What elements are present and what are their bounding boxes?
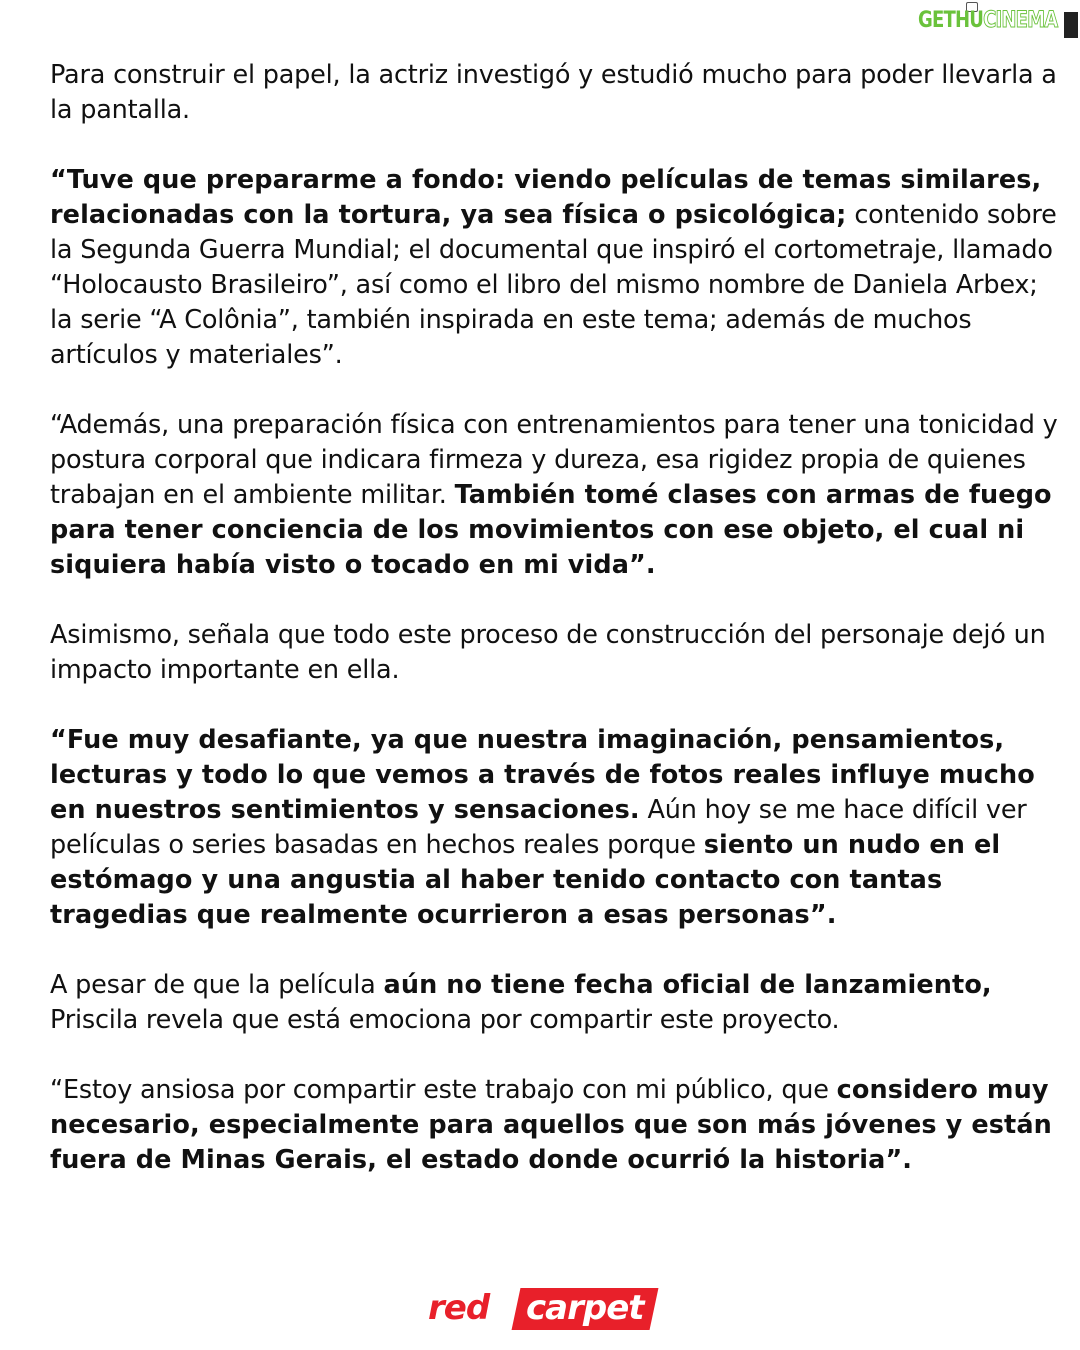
paragraph-2 (50, 163, 1060, 373)
p3-text: “Además, una preparación física con entrenamientos para tener una tonicidad y postura corporal que indicara firmeza y dureza, esa rigidez propia de quienes trabajan en el ambiente militar. (50, 410, 1058, 510)
p5-bold-1: “Fue muy desafiante, ya que nuestra imaginación, pensamientos, lecturas y todo lo que vemos a través de fotos reales influye mucho en nuestros sentimientos y sensaciones. (50, 725, 1035, 825)
p3-bold: También tomé clases con armas de fuego para tener conciencia de los movimientos con ese objeto, el cual ni siquiera había visto o tocado en mi vida”. (50, 480, 1052, 580)
p5-bold-2: siento un nudo en el estómago y una angustia al haber tenido contacto con tantas tragedias que realmente ocurrieron a esas personas”. (50, 830, 1001, 930)
paragraph-4 (50, 618, 1060, 688)
watermark-part2: CINEMA (983, 8, 1058, 33)
paragraph-6 (50, 968, 1060, 1038)
paragraph-1 (50, 58, 1060, 128)
watermark-text (918, 8, 1057, 33)
p2-bold: “Tuve que prepararme a fondo: viendo películas de temas similares, relacionadas con la tortura, ya sea física o psicológica; (50, 165, 1042, 230)
film-strip-icon (1064, 12, 1078, 38)
logo-word-carpet: carpet (526, 1288, 644, 1328)
p6-text-1: A pesar de que la película (50, 970, 384, 1000)
p7-bold: considero muy necesario, especialmente para aquellos que son más jóvenes y están fuera de Minas Gerais, el estado donde ocurrió la historia”. (50, 1075, 1052, 1175)
paragraph-3 (50, 408, 1060, 583)
paragraph-7 (50, 1073, 1060, 1178)
logo-word-red: red (428, 1288, 490, 1328)
red-carpet-logo (428, 1286, 656, 1334)
p4-text: Asimismo, señala que todo este proceso de construcción del personaje dejó un impacto importante en ella. (50, 620, 1046, 685)
article-body (50, 58, 1060, 1213)
p1-text: Para construir el papel, la actriz investigó y estudió mucho para poder llevarla a la pantalla. (50, 60, 1057, 125)
p5-text: Aún hoy se me hace difícil ver películas o series basadas en hechos reales porque (50, 795, 1027, 860)
p6-text-2: Priscila revela que está emociona por compartir este proyecto. (50, 1005, 840, 1035)
paragraph-5 (50, 723, 1060, 933)
watermark-part1: GETHU (918, 8, 984, 33)
p6-bold: aún no tiene fecha oficial de lanzamiento, (383, 970, 992, 1000)
p7-text: “Estoy ansiosa por compartir este trabajo con mi público, que (50, 1075, 837, 1105)
gethu-cinema-watermark (916, 4, 1078, 42)
p2-text: contenido sobre la Segunda Guerra Mundial; el documental que inspiró el cortometraje, llamado “Holocausto Brasileiro”, así como el libro del mismo nombre de Daniela Arbex; la serie “A Colônia”, también inspirada en este tema; además de muchos artículos y materiales”. (50, 200, 1057, 370)
